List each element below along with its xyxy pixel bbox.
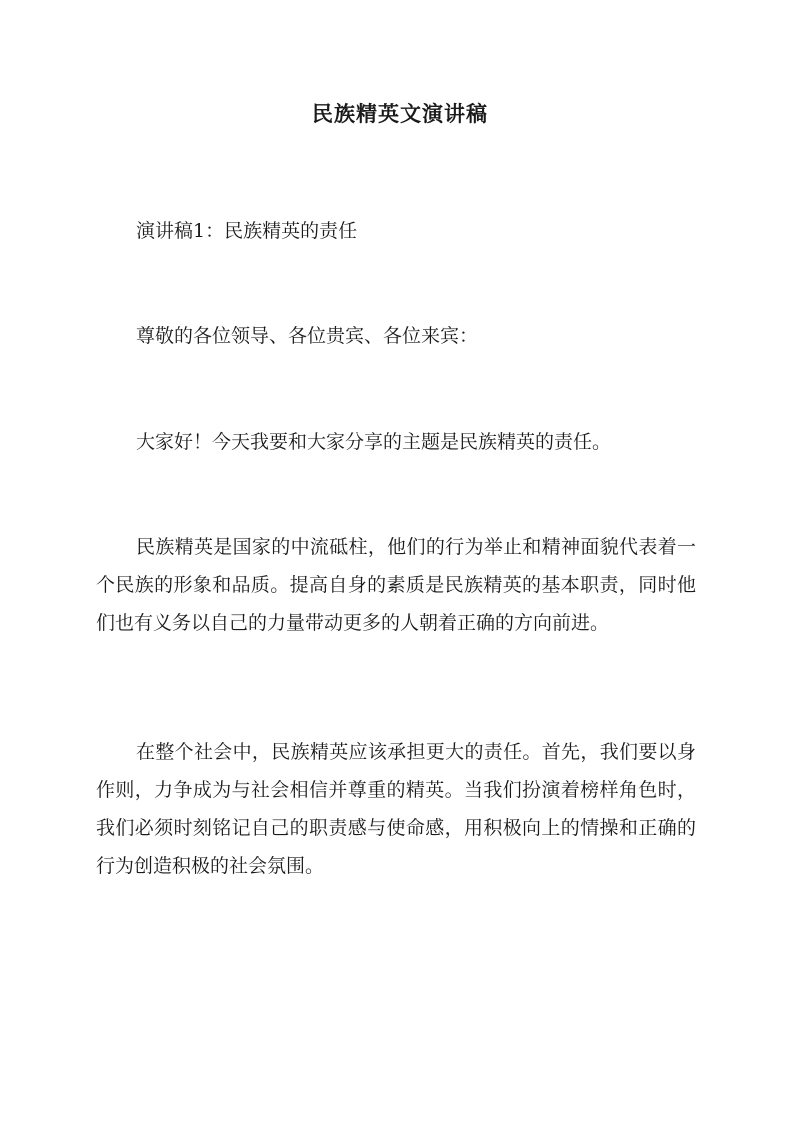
salutation: 尊敬的各位领导、各位贵宾、各位来宾： — [136, 325, 479, 347]
speech-subtitle: 演讲稿1：民族精英的责任 — [136, 220, 358, 242]
greeting: 大家好！今天我要和大家分享的主题是民族精英的责任。 — [136, 431, 612, 453]
body-paragraph-2: 在整个社会中，民族精英应该承担更大的责任。首先，我们要以身作则，力争成为与社会相信并尊重的精英。当我们扮演着榜样角色时，我们必须时刻铭记自己的职责感与使命感，用积极向上的情操和正确的行为创造积极的社会氛围。 — [96, 741, 696, 877]
document-title: 民族精英文演讲稿 — [312, 101, 488, 126]
body-paragraph-1: 民族精英是国家的中流砥柱，他们的行为举止和精神面貌代表着一个民族的形象和品质。提高自身的素质是民族精英的基本职责，同时他们也有义务以自己的力量带动更多的人朝着正确的方向前进。 — [96, 536, 696, 634]
